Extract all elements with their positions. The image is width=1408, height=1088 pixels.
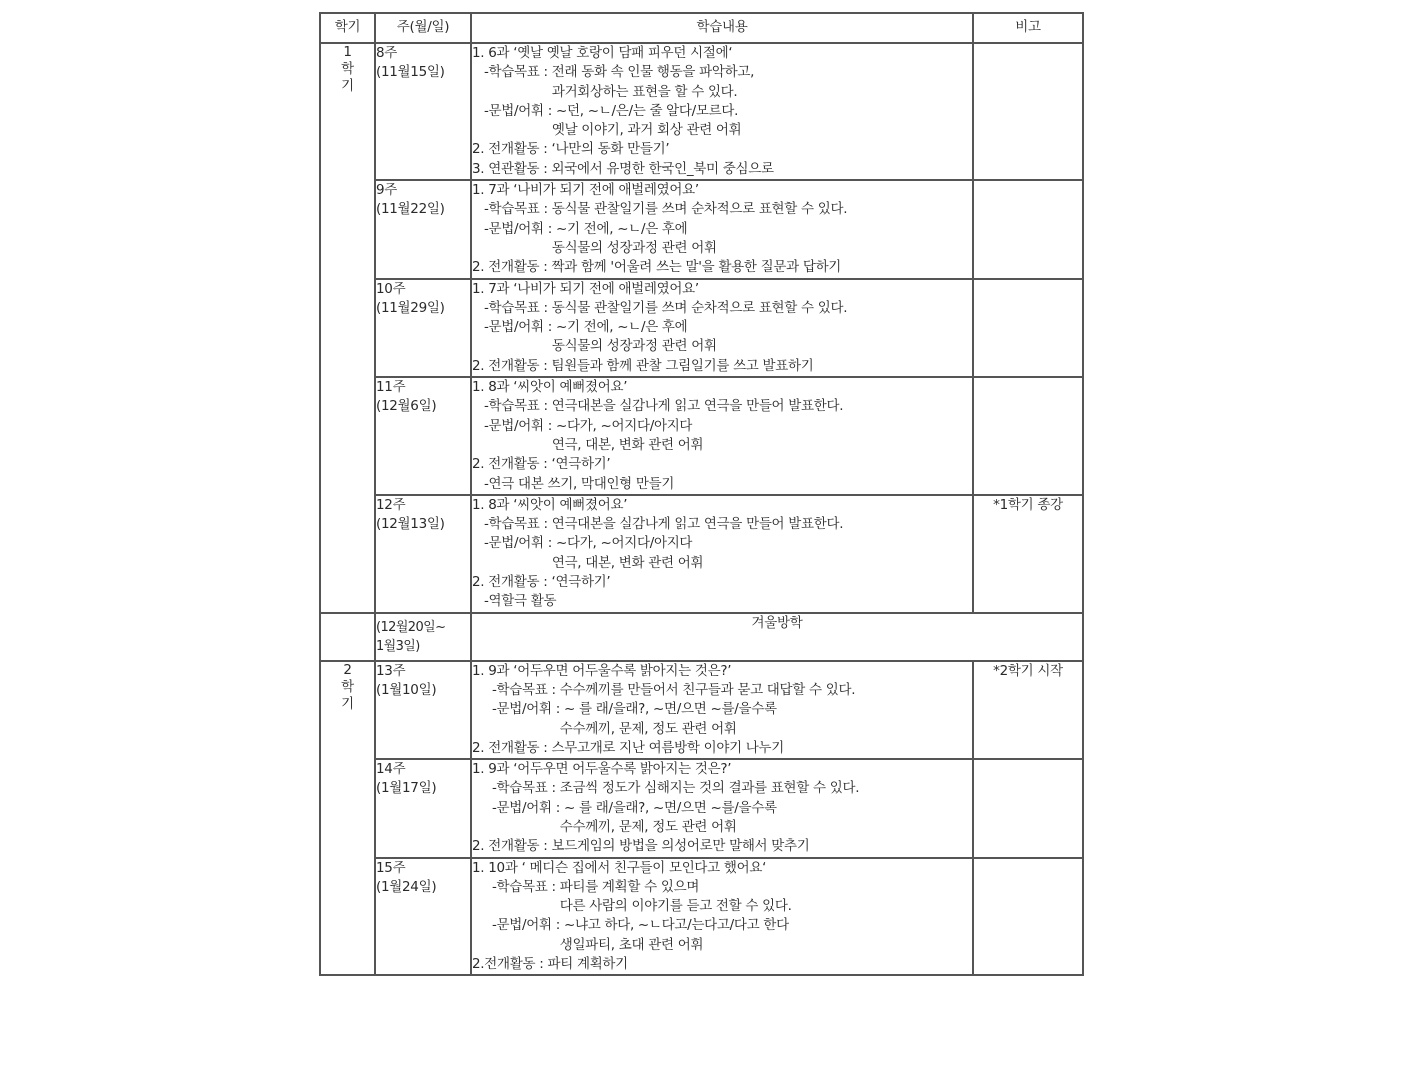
week-label: 8주	[376, 45, 398, 61]
content-cell: 1. 8과 ‘씨앗이 예뻐졌어요’ -학습목표 : 연극대본을 실감나게 읽고 연극을 만들어 발표한다. -문법/어휘 : ~다가, ~어지다/아지다 연극, 대본, 변화 관련 어휘 2. 전개활동 : ‘연극하기’ -역할극 활동	[471, 495, 973, 613]
week-date: (1월10일)	[376, 681, 437, 698]
curriculum-schedule-table	[319, 12, 1084, 976]
week-cell	[375, 613, 471, 661]
week-date: (1월24일)	[376, 878, 437, 895]
week-date: (11월29일)	[376, 299, 445, 316]
break-date-end: 1월3일)	[376, 638, 420, 654]
note-cell	[973, 858, 1083, 976]
note-semester-1-end: *1학기 종강	[973, 495, 1083, 613]
week-cell	[375, 858, 471, 976]
semester-2-cell	[320, 661, 375, 976]
table-row-week-12	[320, 495, 1083, 613]
semester-empty-cell	[320, 613, 375, 661]
week-cell	[375, 377, 471, 495]
content-cell: 1. 10과 ‘ 메디슨 집에서 친구들이 모인다고 했어요‘ -학습목표 : 파티를 계획할 수 있으며 다른 사람의 이야기를 듣고 전할 수 있다. -문법/어휘 : ~냐고 하다, ~ㄴ다고/는다고/다고 한다 생일파티, 초대 관련 어휘 2.전개활동 : 파티 계획하기	[471, 858, 973, 976]
week-cell	[375, 279, 471, 377]
content-cell: 1. 7과 ‘나비가 되기 전에 애벌레였어요’ -학습목표 : 동식물 관찰일기를 쓰며 순차적으로 표현할 수 있다. -문법/어휘 : ~기 전에, ~ㄴ/은 후에 동식물의 성장과정 관련 어휘 2. 전개활동 : 짝과 함께 '어울려 쓰는 말'을 활용한 질문과 답하기	[471, 180, 973, 278]
note-cell	[973, 279, 1083, 377]
table-row-week-13	[320, 661, 1083, 759]
table-row-week-8	[320, 43, 1083, 180]
table-row-week-14	[320, 759, 1083, 857]
week-date: (1월17일)	[376, 780, 437, 797]
week-cell	[375, 759, 471, 857]
week-cell	[375, 495, 471, 613]
header-note: 비고	[973, 13, 1083, 43]
note-cell	[973, 377, 1083, 495]
week-label: 14주	[376, 761, 406, 778]
week-cell	[375, 661, 471, 759]
semester-1-cell	[320, 43, 375, 613]
content-cell: 1. 7과 ‘나비가 되기 전에 애벌레였어요’ -학습목표 : 동식물 관찰일기를 쓰며 순차적으로 표현할 수 있다. -문법/어휘 : ~기 전에, ~ㄴ/은 후에 동식물의 성장과정 관련 어휘 2. 전개활동 : 팀원들과 함께 관찰 그림일기를 쓰고 발표하기	[471, 279, 973, 377]
semester-1-label: 1 학 기	[341, 44, 354, 94]
table-row-week-11	[320, 377, 1083, 495]
week-label: 10주	[376, 280, 406, 297]
week-date: (12월13일)	[376, 516, 445, 533]
content-cell: 1. 8과 ‘씨앗이 예뻐졌어요’ -학습목표 : 연극대본을 실감나게 읽고 연극을 만들어 발표한다. -문법/어휘 : ~다가, ~어지다/아지다 연극, 대본, 변화 관련 어휘 2. 전개활동 : ‘연극하기’ -연극 대본 쓰기, 막대인형 만들기	[471, 377, 973, 495]
table-row-winter-break	[320, 613, 1083, 661]
break-date-start: (12월20일~	[376, 619, 446, 635]
semester-2-label: 2 학 기	[341, 661, 354, 712]
winter-break-title: 겨울방학	[471, 613, 1083, 661]
table-header-row	[320, 13, 1083, 43]
week-cell	[375, 180, 471, 278]
content-cell: 1. 9과 ‘어두우면 어두울수록 밝아지는 것은?’ -학습목표 : 조금씩 정도가 심해지는 것의 결과를 표현할 수 있다. -문법/어휘 : ~ 를 래/을래?, ~면/으면 ~를/을수록 수수께끼, 문제, 정도 관련 어휘 2. 전개활동 : 보드게임의 방법을 의성어로만 말해서 맞추기	[471, 759, 973, 857]
note-cell	[973, 759, 1083, 857]
table-row-week-15	[320, 858, 1083, 976]
week-label: 9주	[376, 182, 398, 199]
note-cell	[973, 43, 1083, 180]
header-week: 주(월/일)	[375, 13, 471, 43]
week-date: (12월6일)	[376, 398, 437, 415]
week-cell	[375, 43, 471, 180]
week-label: 11주	[376, 379, 406, 396]
week-label: 12주	[376, 496, 406, 513]
note-cell	[973, 180, 1083, 278]
header-semester: 학기	[320, 13, 375, 43]
week-label: 15주	[376, 859, 406, 876]
content-cell: 1. 6과 ‘옛날 옛날 호랑이 담패 피우던 시절에‘ -학습목표 : 전래 동화 속 인물 행동을 파악하고, 과거회상하는 표현을 할 수 있다. -문법/어휘 : ~던, ~ㄴ/은/는 줄 알다/모르다. 옛날 이야기, 과거 회상 관련 어휘 2. 전개활동 : ‘나만의 동화 만들기’ 3. 연관활동 : 외국에서 유명한 한국인_북미 중심으로	[471, 43, 973, 180]
table-row-week-10	[320, 279, 1083, 377]
week-date: (11월22일)	[376, 201, 445, 218]
table-row-week-9	[320, 180, 1083, 278]
header-content: 학습내용	[471, 13, 973, 43]
note-semester-2-start: *2학기 시작	[973, 661, 1083, 759]
content-cell: 1. 9과 ‘어두우면 어두울수록 밝아지는 것은?’ -학습목표 : 수수께끼를 만들어서 친구들과 묻고 대답할 수 있다. -문법/어휘 : ~ 를 래/을래?, ~면/으면 ~를/을수록 수수께끼, 문제, 정도 관련 어휘 2. 전개활동 : 스무고개로 지난 여름방학 이야기 나누기	[471, 661, 973, 759]
week-label: 13주	[376, 662, 406, 679]
week-date: (11월15일)	[376, 64, 445, 81]
